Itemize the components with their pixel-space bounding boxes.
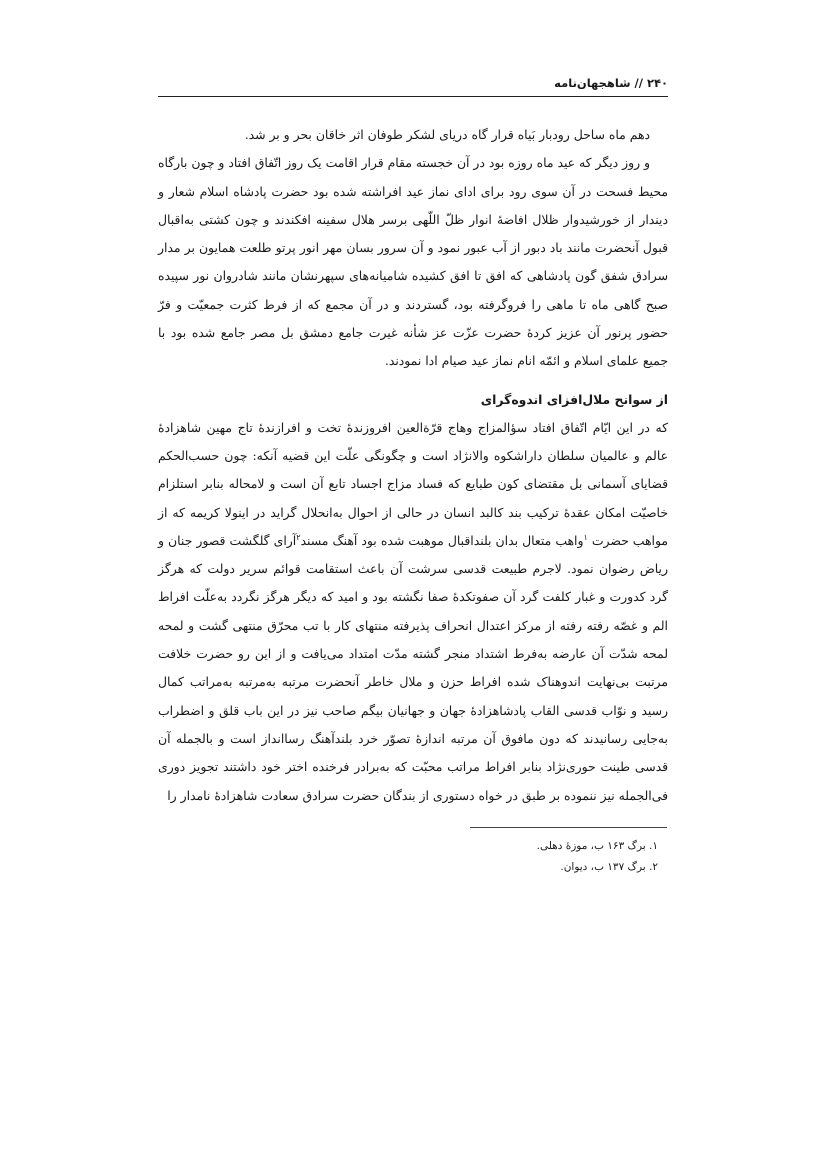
footnotes <box>330 836 658 878</box>
footnote-1: ۱. برگ ۱۶۳ ب، موزهٔ دهلی. <box>536 840 658 852</box>
paragraph-2: و روز دیگر که عید ماه روزه بود در آن خجسته مقام قرار اقامت یک روز اتّفاق افتاد و چون بارگاه محیط فسحت در آن سوی رود برای ادای نماز عید افراشته شده بود حضرت پادشاه اسلام شعار و دیندار از خورشیدوار ظلال افاضهٔ انوار ظلّ اللّهی برسر هلال سفینه افکندند و چون کشتی به‌اقبال قبول آنحضرت مانند باد دبور از آب عبور نمود و آن سرور بسان مهر انور پرتو طلعت همایون بر مدار سرادق شفق گون پادشاهی که افق تا افق کشیده شامیانه‌های سپهرنشان مانند شادروان نور سپیده صبح گاهی ماه تا ماهی را فروگرفته بود، گستردند و در آن مجمع که از فرط کثرت جمعیّت و فرّ حضور پرنور آن عزیز کردهٔ حضرت عزّت عز شأنه غیرت جامع دمشق بل مصر جامع شده بود با جمیع علمای اسلام و ائمّه انام نماز عید صیام ادا نمودند. <box>158 155 668 369</box>
footnote-marker-1: ۱ <box>583 532 588 542</box>
page <box>158 74 668 810</box>
paragraph-3 <box>158 414 668 810</box>
footnote-marker-2: ۲ <box>296 532 301 542</box>
footnote-divider <box>470 827 667 828</box>
paragraph-3-part-a: که در این ایّام اتّفاق افتاد سؤالمزاج وهاج قرّةالعین افروزندهٔ تخت و افرازندهٔ تاج مهین شاهزادهٔ عالم و عالمیان سلطان داراشکوه والانژاد است و چگونگی علّت این قضیه آنکه: چون حسب‌الحکم قضایای آسمانی بل مقتضای کون طبایع که فساد مزاج اجساد تابع آن است و لامحاله بنابر استلزام خاصیّت امکان عقدهٔ ترکیب بند کالبد انسان در حالی از احوال به‌انحلال گراید در اینولا کریمه که از مواهب حضرت <box>158 419 668 548</box>
footnote-2: ۲. برگ ۱۳۷ ب، دیوان. <box>560 861 658 873</box>
paragraph-1: دهم ماه ساحل رودبار بَیاه قرار گاه دریای لشکر طوفان اثر خاقان بحر و بر شد. <box>244 127 650 142</box>
running-head: ۲۴۰ // شاهجهان‌نامه <box>158 74 668 97</box>
section-heading: از سوانح ملال‌افزای اندوه‌گرای <box>480 391 668 407</box>
paragraph-3-part-c: آرای گلگشت قصور جنان و ریاض رضوان نمود. لاجرم طبیعت قدسی سرشت آن باعث استقامت قوائم سریر دولت که هرگز گرد کدورت و غبار کلفت گرد آن صفوتکدهٔ صفا نگشته بود و امید که دیگر هرگز نگردد به‌علّت افراط الم و غصّه رفته رفته از مرکز اعتدال انحراف پذیرفته منتهای کار با تب محرّق منتهی گشت و لمحه لمحه شدّت آن عارضه به‌فرط اشتداد منجر گشته مدّت امتداد می‌یافت و از این رو حضرت خلافت مرتبت بی‌نهایت اندوهناک شده افراط حزن و ملال خاطر آنحضرت مرتبه به‌مرتبه به‌مراتب کمال رسید و نوّاب قدسی القاب پادشاهزادهٔ جهان و جهانیان بیگم صاحب نیز در این باب قلق و اضطراب به‌جایی رسانیدند که دون مافوق آن مرتبه اندازهٔ تصوّر خرد بلندآهنگ رساانداز است و بالجمله آن قدسی طینت حوری‌نژاد بنابر افراط مراتب محبّت که به‌برادر فرخنده اختر خود داشتند تجویز دوری فی‌الجمله نیز ننموده بر طبق در خواه دستوری از بندگان حضرت سرادق سعادت شاهزادهٔ نامدار را <box>158 532 668 803</box>
paragraph-3-part-b: واهب متعال بدان بلنداقبال موهبت شده بود آهنگ مسند <box>300 532 584 548</box>
body-text <box>158 121 668 810</box>
